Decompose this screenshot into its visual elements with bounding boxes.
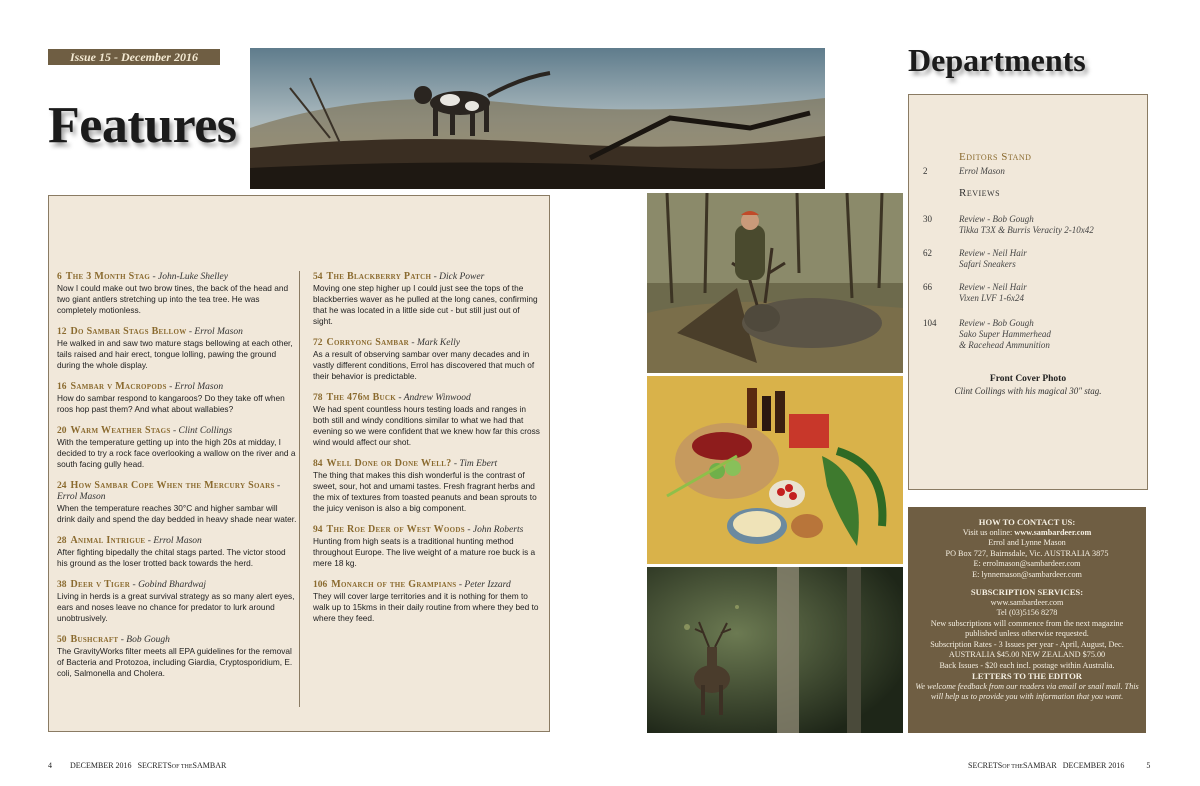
- dept-page: 66: [923, 282, 932, 292]
- feature-title: Well Done or Done Well?: [326, 458, 452, 469]
- footer-date-left: DECEMBER 2016: [70, 761, 132, 770]
- feature-title: Animal Intrigue: [70, 535, 146, 546]
- footer-mag-secrets: SECRETS: [968, 761, 1003, 770]
- food-photo: [647, 376, 903, 564]
- feature-item[interactable]: [57, 425, 297, 470]
- reviews-heading: Reviews: [959, 187, 1001, 199]
- dept-text: & Racehead Ammunition: [959, 340, 1050, 350]
- feature-author: - Errol Mason: [166, 382, 224, 392]
- footer-left: [48, 761, 226, 770]
- feature-author: - Errol Mason: [186, 327, 243, 337]
- cover-photo-title: Front Cover Photo: [989, 374, 1067, 384]
- subscription-rates: Subscription Rates - 3 Issues per year - April, August, Dec.: [930, 639, 1124, 649]
- feature-page: 28: [57, 536, 67, 546]
- feature-page: 84: [313, 459, 323, 469]
- feature-desc: When the temperature reaches 30°C and higher sambar will drink daily and spend the day bedded in heavy shade near water.: [57, 503, 297, 524]
- feature-title: The 476m Buck: [326, 392, 397, 403]
- feature-author: - Errol Mason: [57, 481, 281, 502]
- feature-title: Do Sambar Stags Bellow: [70, 326, 187, 337]
- feature-item[interactable]: [57, 579, 297, 624]
- feature-title: The Roe Deer of West Woods: [326, 524, 465, 535]
- feature-title: Monarch of the Grampians: [331, 579, 457, 590]
- dept-page: 2: [923, 166, 928, 176]
- subscription-prices: AUSTRALIA $45.00 NEW ZEALAND $75.00: [948, 650, 1106, 659]
- feature-item[interactable]: [313, 458, 541, 514]
- feature-desc: We had spent countless hours testing loads and ranges in both still and windy conditions similar to what we had that evening so we were confident that we knew how far this cross wind would affect our shot.: [313, 404, 540, 447]
- dog-photo: [250, 48, 825, 189]
- feature-title: The Blackberry Patch: [326, 271, 432, 282]
- footer-date-right: DECEMBER 2016: [1062, 761, 1125, 770]
- feature-page: 16: [57, 382, 67, 392]
- feature-title: Deer v Tiger: [70, 579, 131, 590]
- feature-desc: Living in herds is a great survival strategy as so many alert eyes, ears and noses leave no chance for predator to lurk around unobtrusively.: [57, 591, 295, 623]
- contact-email-errol[interactable]: E: errolmason@sambardeer.com: [973, 559, 1081, 568]
- footer-mag-sambar: SAMBAR: [1022, 761, 1057, 770]
- feature-desc: As a result of observing sambar over many decades and in vastly different conditions, Errol has discovered that much of their behavior is predictable.: [313, 349, 535, 381]
- feature-title: The 3 Month Stag: [65, 271, 151, 282]
- dept-text: Tikka T3X & Burris Veracity 2-10x42: [959, 225, 1094, 235]
- feature-desc: The GravityWorks filter meets all EPA guidelines for the removal of Bacteria and Protozoa, including Giardia, Cryptosporidium, E. coli, Salmonella and Cholera.: [57, 646, 293, 678]
- feature-desc: They will cover large territories and it is nothing for them to walk up to 15kms in their daily routine from where they bed to where they feed.: [313, 591, 539, 623]
- dept-text: Sako Super Hammerhead: [959, 329, 1051, 339]
- contact-names: Errol and Lynne Mason: [988, 538, 1066, 547]
- feature-page: 38: [57, 580, 67, 590]
- footer-mag-ofthe: OF THE: [1002, 764, 1023, 770]
- footer-mag-ofthe: OF THE: [171, 764, 193, 770]
- feature-author: - Gobind Bhardwaj: [130, 580, 207, 590]
- dept-text: Safari Sneakers: [959, 259, 1016, 269]
- feature-page: 12: [57, 327, 67, 337]
- feature-author: - Andrew Winwood: [396, 393, 471, 403]
- feature-item[interactable]: [57, 634, 297, 679]
- features-box: [48, 195, 550, 732]
- features-column-left: [57, 271, 297, 689]
- features-column-right: [313, 271, 541, 634]
- feature-item[interactable]: [57, 271, 297, 316]
- cover-photo-caption: Clint Collings with his magical 30" stag.: [954, 386, 1102, 396]
- feature-item[interactable]: [313, 524, 541, 569]
- footer-right: [968, 761, 1150, 770]
- feature-page: 54: [313, 272, 323, 282]
- contact-heading: HOW TO CONTACT US:: [978, 517, 1076, 527]
- feature-title: Bushcraft: [70, 634, 119, 645]
- hunter-photo: [647, 193, 903, 373]
- contact-address: PO Box 727, Bairnsdale, Vic. AUSTRALIA 3875: [945, 548, 1109, 558]
- feature-desc: The thing that makes this dish wonderful is the contrast of sweet, sour, hot and umami tastes. Fresh fragrant herbs and the mix of textures from toasted peanuts and bean sprouts to the juicy venison is also a big component.: [313, 470, 537, 513]
- feature-desc: Now I could make out two brow tines, the back of the head and two giant antlers stretching up into the tea tree. He was completely motionless.: [57, 283, 289, 315]
- feature-page: 20: [57, 426, 67, 436]
- feature-author: - Mark Kelly: [409, 338, 460, 348]
- feature-page: 106: [313, 580, 328, 590]
- dept-text: Vixen LVF 1-6x24: [959, 293, 1024, 303]
- subscription-heading: SUBSCRIPTION SERVICES:: [970, 587, 1084, 597]
- feature-author: - Dick Power: [431, 272, 485, 282]
- feature-title: Sambar v Macropods: [70, 381, 167, 392]
- dept-text: Review - Neil Hair: [959, 248, 1027, 258]
- footer-mag-sambar: SAMBAR: [192, 761, 227, 770]
- feature-item[interactable]: [313, 579, 541, 624]
- feature-desc: With the temperature getting up into the high 20s at midday, I decided to try a rock face overlooking a wallow on the river and a south facing gully head.: [57, 437, 296, 469]
- feature-page: 50: [57, 635, 67, 645]
- issue-badge: Issue 15 - December 2016: [48, 49, 220, 65]
- footer-mag-secrets: SECRETS: [137, 761, 172, 770]
- departments-box: [908, 94, 1148, 490]
- feature-author: - Peter Izzard: [456, 580, 511, 590]
- feature-page: 94: [313, 525, 323, 535]
- dept-text: Review - Bob Gough: [959, 318, 1034, 328]
- letters-text: We welcome feedback from our readers via email or snail mail. This will help us to provide you with information that you want.: [915, 681, 1139, 701]
- feature-title: Warm Weather Stags: [70, 425, 171, 436]
- feature-author: - Bob Gough: [118, 635, 170, 645]
- features-title: Features: [48, 97, 237, 154]
- feature-item[interactable]: [313, 337, 541, 382]
- visit-prefix: Visit us online:: [962, 527, 1015, 537]
- subscription-website[interactable]: www.sambardeer.com: [990, 597, 1064, 607]
- feature-author: - Errol Mason: [145, 536, 202, 546]
- departments-title: Departments: [908, 42, 1086, 78]
- feature-page: 24: [57, 481, 67, 491]
- editors-stand-heading: Editors Stand: [959, 151, 1032, 163]
- feature-desc: He walked in and saw two mature stags bellowing at each other, tails raised and hair erect, tongue lolling, pawing the ground during the whole display.: [57, 338, 293, 370]
- contact-visit-line: [914, 528, 1140, 539]
- feature-page: 6: [57, 272, 62, 282]
- contact-email-lynne[interactable]: E: lynnemason@sambardeer.com: [972, 569, 1082, 579]
- feature-author: - John-Luke Shelley: [150, 272, 228, 282]
- subscription-tel: Tel (03)5156 8278: [996, 608, 1058, 617]
- dept-text: Review - Bob Gough: [959, 214, 1034, 224]
- feature-desc: After fighting bipedally the chital stags parted. The victor stood his ground as the loser trotted back towards the herd.: [57, 547, 286, 568]
- footer-page-right: 5: [1146, 761, 1151, 770]
- feature-item[interactable]: [57, 326, 297, 371]
- feature-item[interactable]: [57, 480, 297, 525]
- feature-author: - Clint Collings: [170, 426, 233, 436]
- feature-page: 78: [313, 393, 323, 403]
- feature-item[interactable]: [313, 271, 541, 327]
- feature-title: Corryong Sambar: [326, 337, 410, 348]
- dept-page: 104: [923, 318, 937, 328]
- dept-page: 30: [923, 214, 932, 224]
- dept-page: 62: [923, 248, 932, 258]
- feature-title: How Sambar Cope When the Mercury Soars: [70, 480, 275, 491]
- back-issues: Back Issues - $20 each incl. postage within Australia.: [939, 660, 1115, 670]
- subscription-new: New subscriptions will commence from the next magazine published unless otherwise requested.: [930, 618, 1124, 638]
- dept-text: Review - Neil Hair: [959, 282, 1027, 292]
- feature-page: 72: [313, 338, 323, 348]
- feature-desc: Moving one step higher up I could just see the tops of the blackberries waver as he pulled at the long canes, confirming that he was located in a little side cut - but still just out of sight.: [313, 283, 538, 326]
- feature-item[interactable]: [57, 535, 297, 569]
- column-divider: [299, 271, 300, 707]
- feature-item[interactable]: [313, 392, 541, 448]
- feature-author: - John Roberts: [464, 525, 524, 535]
- feature-item[interactable]: [57, 381, 297, 415]
- feature-desc: How do sambar respond to kangaroos? Do they take off when roos hop past them? And what about wallabies?: [57, 393, 285, 414]
- footer-page-left: 4: [48, 761, 52, 770]
- dept-text: Errol Mason: [959, 166, 1005, 176]
- feature-desc: Hunting from high seats is a traditional hunting method throughout Europe. The live weight of a mature roe buck is a mere 18 kg.: [313, 536, 536, 568]
- stag-photo: [647, 567, 903, 733]
- letters-heading: LETTERS TO THE EDITOR: [972, 671, 1082, 681]
- feature-author: - Tim Ebert: [451, 459, 498, 469]
- contact-box: [908, 507, 1146, 733]
- website-link[interactable]: www.sambardeer.com: [1014, 527, 1092, 537]
